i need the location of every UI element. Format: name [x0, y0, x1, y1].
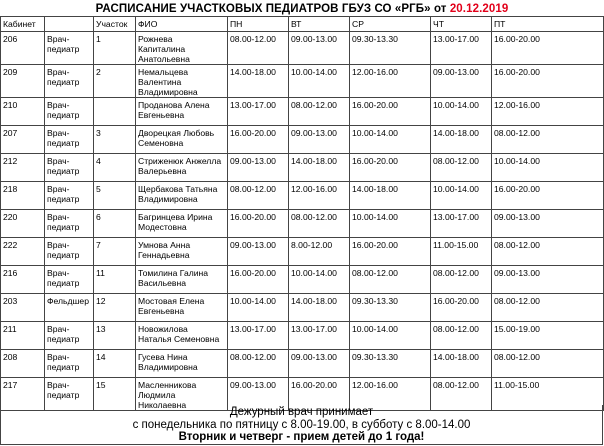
role-cell: [45, 322, 94, 350]
tue-cell: 12.00-16.00: [289, 182, 350, 210]
wed-cell: 10.00-14.00: [350, 210, 431, 238]
tue-cell: 14.00-18.00: [289, 154, 350, 182]
table-row: [1, 266, 604, 294]
mon-cell: 09.00-13.00: [228, 238, 289, 266]
name-line: Модестовна: [138, 222, 187, 232]
room-cell: 220: [1, 210, 45, 238]
name-line: Николаевна: [138, 400, 187, 410]
role-line: педиатр: [47, 222, 80, 232]
fri-cell: 09.00-13.00: [492, 266, 604, 294]
fri-cell: 15.00-19.00: [492, 322, 604, 350]
fri-cell: 11.00-15.00: [492, 378, 604, 411]
name-cell: [136, 32, 228, 65]
tue-cell: 10.00-14.00: [289, 65, 350, 98]
tue-cell: 14.00-18.00: [289, 294, 350, 322]
name-cell: [136, 98, 228, 126]
wed-cell: 10.00-14.00: [350, 322, 431, 350]
mon-cell: 08.00-12.00: [228, 350, 289, 378]
area-cell: 3: [94, 126, 136, 154]
name-line: Масленникова: [138, 380, 197, 390]
name-line: Владимировна: [138, 362, 198, 372]
table-header-row: [1, 17, 604, 32]
tue-cell: 09.00-13.00: [289, 350, 350, 378]
area-cell: 12: [94, 294, 136, 322]
room-cell: 216: [1, 266, 45, 294]
room-cell: 210: [1, 98, 45, 126]
name-cell: [136, 294, 228, 322]
role-line: педиатр: [47, 194, 80, 204]
role-line: Врач-: [47, 100, 70, 110]
room-cell: 207: [1, 126, 45, 154]
name-line: Багринцева Ирина: [138, 212, 213, 222]
mon-cell: 13.00-17.00: [228, 322, 289, 350]
thu-cell: 08.00-12.00: [431, 378, 492, 411]
area-cell: 6: [94, 210, 136, 238]
role-cell: [45, 294, 94, 322]
room-cell: 209: [1, 65, 45, 98]
header-mon: ПН: [228, 17, 289, 32]
mon-cell: 08.00-12.00: [228, 182, 289, 210]
fri-cell: 16.00-20.00: [492, 182, 604, 210]
name-line: Мостовая Елена: [138, 296, 205, 306]
wed-cell: 09.30-13.30: [350, 294, 431, 322]
duty-line-2: с понедельника по пятницу с 8.00-19.00, в субботу с 8.00-14.00: [132, 418, 471, 431]
room-cell: 208: [1, 350, 45, 378]
name-cell: [136, 266, 228, 294]
name-line: Капиталина: [138, 44, 186, 54]
tue-cell: 08.00-12.00: [289, 210, 350, 238]
duty-notice: [0, 405, 603, 445]
name-line: Анатольевна: [138, 54, 190, 64]
name-line: Дворецкая Любовь: [138, 128, 215, 138]
thu-cell: 16.00-20.00: [431, 294, 492, 322]
wed-cell: 10.00-14.00: [350, 126, 431, 154]
room-cell: 217: [1, 378, 45, 411]
header-tue: ВТ: [289, 17, 350, 32]
area-cell: 11: [94, 266, 136, 294]
thu-cell: 09.00-13.00: [431, 65, 492, 98]
name-line: Томилина Галина: [138, 268, 209, 278]
table-row: [1, 350, 604, 378]
name-cell: [136, 154, 228, 182]
role-line: Врач-: [47, 380, 70, 390]
thu-cell: 13.00-17.00: [431, 32, 492, 65]
room-cell: 218: [1, 182, 45, 210]
fri-cell: 08.00-12.00: [492, 350, 604, 378]
table-row: [1, 238, 604, 266]
name-cell: [136, 182, 228, 210]
role-line: Врач-: [47, 268, 70, 278]
wed-cell: 16.00-20.00: [350, 238, 431, 266]
role-cell: [45, 32, 94, 65]
room-cell: 211: [1, 322, 45, 350]
thu-cell: 08.00-12.00: [431, 154, 492, 182]
fri-cell: 08.00-12.00: [492, 238, 604, 266]
name-line: Щербакова Татьяна: [138, 184, 218, 194]
area-cell: 15: [94, 378, 136, 411]
table-row: [1, 210, 604, 238]
name-line: Владимировна: [138, 87, 198, 97]
title-text: РАСПИСАНИЕ УЧАСТКОВЫХ ПЕДИАТРОВ ГБУЗ СО «РГБ» от: [95, 3, 450, 15]
name-line: Рожнева: [138, 34, 173, 44]
role-line: Врач-: [47, 352, 70, 362]
table-row: [1, 322, 604, 350]
role-line: Врач-: [47, 128, 70, 138]
tue-cell: 13.00-17.00: [289, 322, 350, 350]
wed-cell: 16.00-20.00: [350, 98, 431, 126]
role-line: Врач-: [47, 156, 70, 166]
role-line: педиатр: [47, 138, 80, 148]
wed-cell: 09.30-13.30: [350, 350, 431, 378]
role-cell: [45, 98, 94, 126]
wed-cell: 12.00-16.00: [350, 378, 431, 411]
name-line: Семеновна: [138, 138, 184, 148]
name-line: Евгеньевна: [138, 110, 185, 120]
header-role: [45, 17, 94, 32]
thu-cell: 13.00-17.00: [431, 210, 492, 238]
role-line: педиатр: [47, 250, 80, 260]
role-line: Врач-: [47, 324, 70, 334]
mon-cell: 16.00-20.00: [228, 126, 289, 154]
name-line: Евгеньевна: [138, 306, 185, 316]
role-line: педиатр: [47, 334, 80, 344]
tue-cell: 8.00-12.00: [289, 238, 350, 266]
tue-cell: 09.00-13.00: [289, 32, 350, 65]
wed-cell: 14.00-18.00: [350, 182, 431, 210]
name-line: Владимировна: [138, 194, 198, 204]
fri-cell: 12.00-16.00: [492, 98, 604, 126]
name-line: Умнова Анна: [138, 240, 191, 250]
thu-cell: 08.00-12.00: [431, 322, 492, 350]
table-row: [1, 154, 604, 182]
fri-cell: 09.00-13.00: [492, 210, 604, 238]
schedule-table: [0, 16, 604, 411]
thu-cell: 14.00-18.00: [431, 126, 492, 154]
thu-cell: 14.00-18.00: [431, 350, 492, 378]
role-cell: [45, 266, 94, 294]
name-cell: [136, 238, 228, 266]
name-line: Немальцева: [138, 67, 189, 77]
area-cell: 4: [94, 154, 136, 182]
name-line: Стриженюк Анжелла: [138, 156, 222, 166]
name-cell: [136, 210, 228, 238]
header-thu: ЧТ: [431, 17, 492, 32]
thu-cell: 10.00-14.00: [431, 182, 492, 210]
role-line: Врач-: [47, 34, 70, 44]
mon-cell: 16.00-20.00: [228, 210, 289, 238]
name-line: Васильевна: [138, 278, 186, 288]
area-cell: 5: [94, 182, 136, 210]
role-line: педиатр: [47, 278, 80, 288]
name-cell: [136, 126, 228, 154]
area-cell: 2: [94, 65, 136, 98]
mon-cell: 09.00-13.00: [228, 378, 289, 411]
role-line: Врач-: [47, 67, 70, 77]
role-cell: [45, 350, 94, 378]
tue-cell: 16.00-20.00: [289, 378, 350, 411]
table-row: [1, 65, 604, 98]
role-cell: [45, 65, 94, 98]
header-room: Кабинет: [1, 17, 45, 32]
name-line: Людмила: [138, 390, 176, 400]
fri-cell: 10.00-14.00: [492, 154, 604, 182]
name-line: Гусева Нина: [138, 352, 188, 362]
area-cell: 7: [94, 238, 136, 266]
room-cell: 203: [1, 294, 45, 322]
name-line: Проданова Алена: [138, 100, 210, 110]
role-line: педиатр: [47, 362, 80, 372]
role-line: педиатр: [47, 77, 80, 87]
name-cell: [136, 65, 228, 98]
name-line: Валентина: [138, 77, 182, 87]
role-cell: [45, 126, 94, 154]
role-cell: [45, 210, 94, 238]
duty-line-3: Вторник и четверг - прием детей до 1 года!: [178, 431, 425, 443]
fri-cell: 16.00-20.00: [492, 65, 604, 98]
role-line: педиатр: [47, 390, 80, 400]
area-cell: 14: [94, 350, 136, 378]
schedule-body: [1, 32, 604, 411]
room-cell: 212: [1, 154, 45, 182]
role-line: педиатр: [47, 166, 80, 176]
fri-cell: 08.00-12.00: [492, 294, 604, 322]
room-cell: 206: [1, 32, 45, 65]
name-line: Наталья Семеновна: [138, 334, 220, 344]
table-row: [1, 32, 604, 65]
fri-cell: 16.00-20.00: [492, 32, 604, 65]
role-line: педиатр: [47, 44, 80, 54]
role-line: Фельдшер: [47, 296, 89, 306]
name-cell: [136, 322, 228, 350]
thu-cell: 11.00-15.00: [431, 238, 492, 266]
table-row: [1, 98, 604, 126]
mon-cell: 13.00-17.00: [228, 98, 289, 126]
title-date: 20.12.2019: [449, 3, 509, 15]
area-cell: [94, 98, 136, 126]
name-line: Новожилова: [138, 324, 188, 334]
tue-cell: 10.00-14.00: [289, 266, 350, 294]
table-row: [1, 182, 604, 210]
role-cell: [45, 154, 94, 182]
header-fri: ПТ: [492, 17, 604, 32]
room-cell: 222: [1, 238, 45, 266]
fri-cell: 08.00-12.00: [492, 126, 604, 154]
role-line: Врач-: [47, 184, 70, 194]
header-name: ФИО: [136, 17, 228, 32]
mon-cell: 09.00-13.00: [228, 154, 289, 182]
role-line: Врач-: [47, 212, 70, 222]
role-line: Врач-: [47, 240, 70, 250]
header-area: Участок: [94, 17, 136, 32]
duty-line-1: Дежурный врач принимает: [229, 406, 374, 418]
header-wed: СР: [350, 17, 431, 32]
area-cell: 1: [94, 32, 136, 65]
wed-cell: 12.00-16.00: [350, 65, 431, 98]
area-cell: 13: [94, 322, 136, 350]
mon-cell: 10.00-14.00: [228, 294, 289, 322]
name-line: Геннадьевна: [138, 250, 190, 260]
role-cell: [45, 238, 94, 266]
mon-cell: 14.00-18.00: [228, 65, 289, 98]
wed-cell: 16.00-20.00: [350, 154, 431, 182]
tue-cell: 08.00-12.00: [289, 98, 350, 126]
name-line: Валерьевна: [138, 166, 187, 176]
wed-cell: 08.00-12.00: [350, 266, 431, 294]
thu-cell: 10.00-14.00: [431, 98, 492, 126]
role-cell: [45, 182, 94, 210]
name-cell: [136, 350, 228, 378]
table-row: [1, 294, 604, 322]
tue-cell: 09.00-13.00: [289, 126, 350, 154]
role-line: педиатр: [47, 110, 80, 120]
mon-cell: 08.00-12.00: [228, 32, 289, 65]
table-row: [1, 126, 604, 154]
thu-cell: 08.00-12.00: [431, 266, 492, 294]
mon-cell: 16.00-20.00: [228, 266, 289, 294]
wed-cell: 09.30-13.30: [350, 32, 431, 65]
